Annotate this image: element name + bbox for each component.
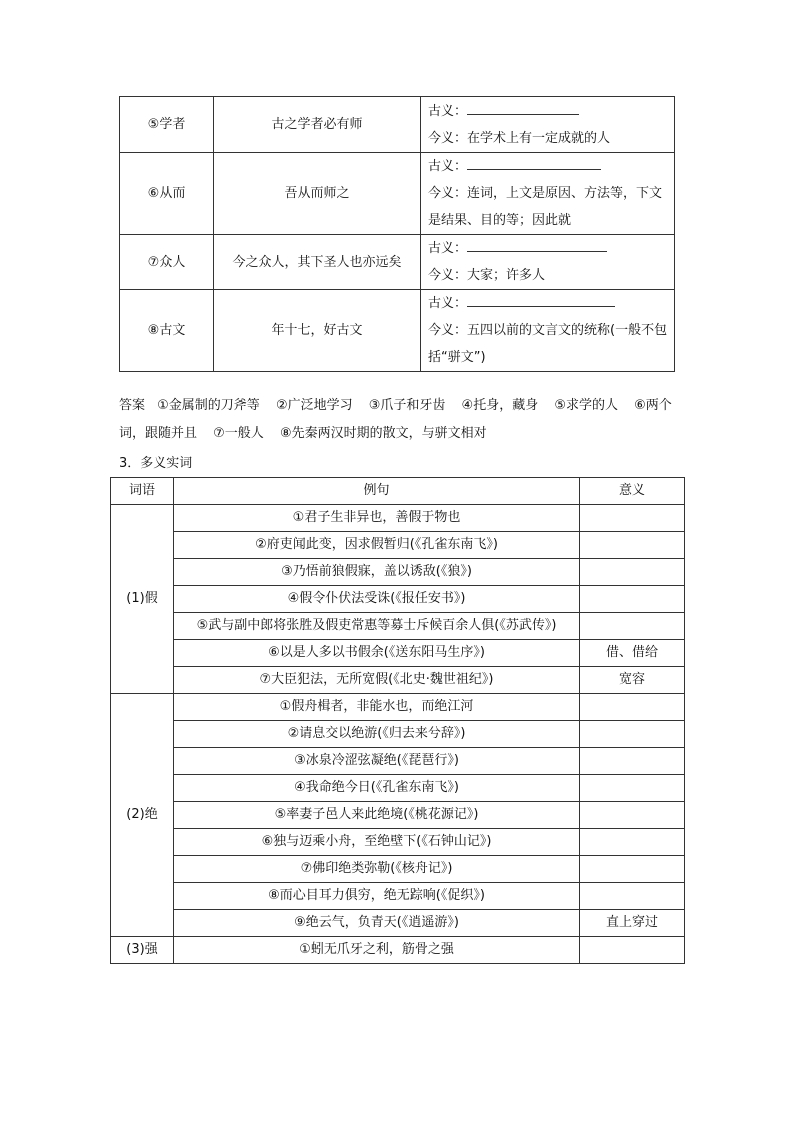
ancient-meaning-label: 古义：	[428, 159, 468, 174]
answer-item: ⑧先秦两汉时期的散文，与骈文相对	[279, 426, 487, 441]
example-cell: ④假令仆伏法受诛(《报任安书》)	[174, 586, 580, 613]
meaning-cell	[421, 235, 675, 290]
table-row	[111, 748, 685, 775]
word-cell: ⑥从而	[120, 153, 214, 235]
meaning-cell[interactable]	[580, 694, 685, 721]
meaning-cell[interactable]	[580, 748, 685, 775]
example-cell: ③乃悟前狼假寐，盖以诱敌(《狼》)	[174, 559, 580, 586]
example-cell: ④我命绝今日(《孔雀东南飞》)	[174, 775, 580, 802]
table-row	[111, 694, 685, 721]
table-row	[111, 775, 685, 802]
example-cell: ③冰泉冷涩弦凝绝(《琵琶行》)	[174, 748, 580, 775]
meaning-cell[interactable]	[580, 802, 685, 829]
answer-label: 答案	[119, 398, 146, 413]
table-row	[111, 883, 685, 910]
table-row	[111, 640, 685, 667]
answer-item: ②广泛地学习	[275, 398, 353, 413]
table-row	[111, 721, 685, 748]
word-cell: ⑤学者	[120, 97, 214, 153]
meaning-cell[interactable]	[580, 937, 685, 964]
table-row	[111, 667, 685, 694]
example-cell: ①蚓无爪牙之利，筋骨之强	[174, 937, 580, 964]
answer-item: ⑦一般人	[213, 426, 264, 441]
example-cell: 吾从而师之	[214, 153, 421, 235]
fill-blank[interactable]	[467, 101, 579, 115]
column-header: 例句	[174, 478, 580, 505]
ancient-meaning-label: 古义：	[428, 241, 468, 256]
table-row	[120, 290, 675, 372]
example-cell: ②府吏闻此变，因求假暂归(《孔雀东南飞》)	[174, 532, 580, 559]
meaning-cell: 直上穿过	[580, 910, 685, 937]
answer-item: ⑥两个词，跟随并且	[119, 398, 672, 441]
modern-meaning: 今义：大家；许多人	[428, 268, 546, 283]
table-row	[111, 802, 685, 829]
answer-item: ①金属制的刀斧等	[157, 398, 260, 413]
example-cell: ⑦佛印绝类弥勒(《核舟记》)	[174, 856, 580, 883]
word-cell: ⑧古文	[120, 290, 214, 372]
example-cell: ⑧而心目耳力俱穷，绝无踪响(《促织》)	[174, 883, 580, 910]
meaning-cell: 宽容	[580, 667, 685, 694]
table-row	[111, 856, 685, 883]
column-header: 词语	[111, 478, 174, 505]
word-cell: (3)强	[111, 937, 174, 964]
table-row	[111, 829, 685, 856]
fill-blank[interactable]	[467, 293, 615, 307]
example-cell: 古之学者必有师	[214, 97, 421, 153]
column-header: 意义	[580, 478, 685, 505]
meaning-cell	[421, 290, 675, 372]
meaning-cell	[421, 97, 675, 153]
meaning-cell[interactable]	[580, 829, 685, 856]
answer-item: ⑤求学的人	[554, 398, 618, 413]
table-row	[111, 937, 685, 964]
answer-item: ③爪子和牙齿	[368, 398, 446, 413]
meaning-cell[interactable]	[580, 856, 685, 883]
table-row	[120, 97, 675, 153]
table-row	[120, 235, 675, 290]
fill-blank[interactable]	[467, 238, 607, 252]
table-row	[111, 613, 685, 640]
word-cell: (1)假	[111, 505, 174, 694]
example-cell: ⑥以是人多以书假余(《送东阳马生序》)	[174, 640, 580, 667]
modern-meaning: 今义：在学术上有一定成就的人	[428, 130, 611, 146]
meaning-cell[interactable]	[580, 883, 685, 910]
example-cell: ①假舟楫者，非能水也，而绝江河	[174, 694, 580, 721]
table-row	[111, 559, 685, 586]
duoyi-shici-table	[110, 477, 685, 964]
answer-item: ④托身，藏身	[461, 398, 539, 413]
example-cell: ①君子生非异也，善假于物也	[174, 505, 580, 532]
answer-paragraph	[119, 392, 679, 448]
example-cell: ⑤武与副中郎将张胜及假吏常惠等募士斥候百余人俱(《苏武传》)	[174, 613, 580, 640]
example-cell: ⑥独与迈乘小舟，至绝壁下(《石钟山记》)	[174, 829, 580, 856]
meaning-cell	[421, 153, 675, 235]
meaning-cell[interactable]	[580, 559, 685, 586]
modern-meaning: 今义：五四以前的文言文的统称(一般不包括“骈文”)	[428, 323, 668, 365]
table-header-row	[111, 478, 685, 505]
gujin-yiyi-table	[119, 96, 675, 372]
meaning-cell: 借、借给	[580, 640, 685, 667]
modern-meaning: 今义：连词，上文是原因、方法等，下文是结果、目的等；因此就	[428, 186, 663, 228]
example-cell: ⑨绝云气，负青天(《逍遥游》)	[174, 910, 580, 937]
meaning-cell[interactable]	[580, 721, 685, 748]
ancient-meaning-label: 古义：	[428, 296, 468, 311]
meaning-cell[interactable]	[580, 505, 685, 532]
section-heading: 3．多义实词	[119, 456, 193, 471]
example-cell: ②请息交以绝游(《归去来兮辞》)	[174, 721, 580, 748]
example-cell: ⑤率妻子邑人来此绝境(《桃花源记》)	[174, 802, 580, 829]
table-row	[111, 910, 685, 937]
word-cell: (2)绝	[111, 694, 174, 937]
ancient-meaning-label: 古义：	[428, 103, 468, 119]
example-cell: ⑦大臣犯法，无所宽假(《北史·魏世祖纪》)	[174, 667, 580, 694]
table-row	[111, 532, 685, 559]
fill-blank[interactable]	[467, 156, 601, 170]
meaning-cell[interactable]	[580, 775, 685, 802]
meaning-cell[interactable]	[580, 586, 685, 613]
example-cell: 今之众人，其下圣人也亦远矣	[214, 235, 421, 290]
meaning-cell[interactable]	[580, 532, 685, 559]
example-cell: 年十七，好古文	[214, 290, 421, 372]
table-row	[111, 586, 685, 613]
word-cell: ⑦众人	[120, 235, 214, 290]
table-row	[111, 505, 685, 532]
table-row	[120, 153, 675, 235]
meaning-cell[interactable]	[580, 613, 685, 640]
